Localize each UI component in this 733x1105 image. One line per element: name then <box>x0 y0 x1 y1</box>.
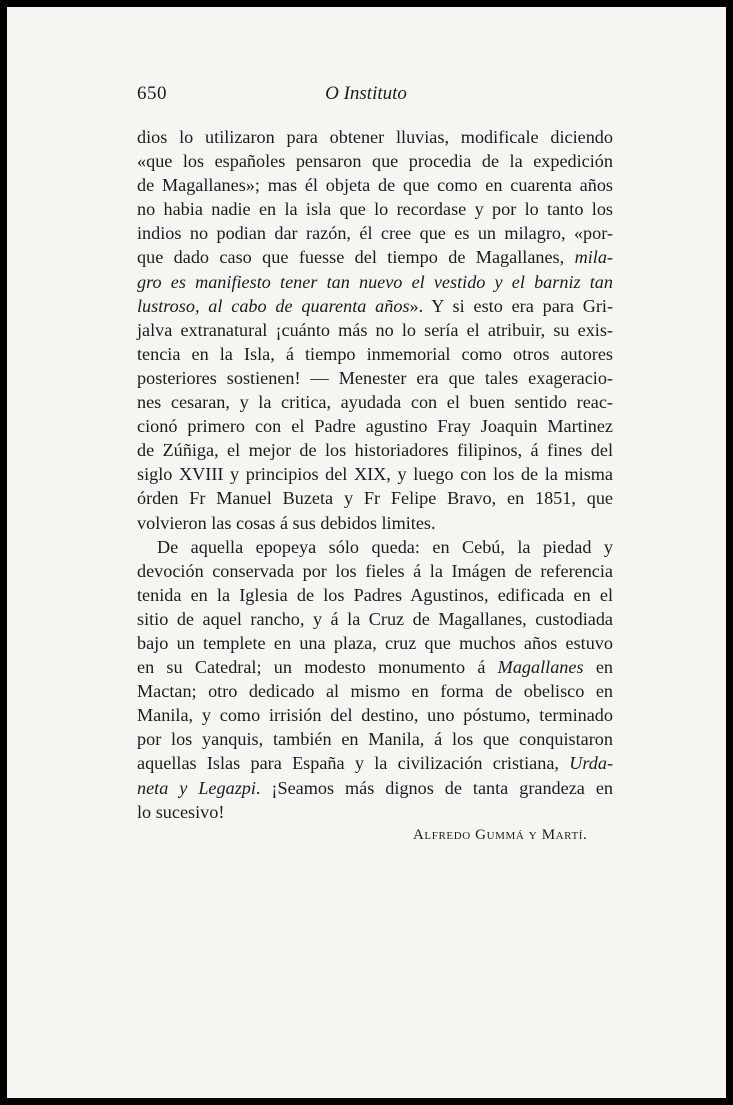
page-header <box>137 83 595 109</box>
text-line: tenida en la Iglesia de los Padres Agustinos, edificada en el <box>137 584 613 605</box>
text-line: De aquella epopeya sólo queda: en Cebú, la piedad y <box>157 536 613 557</box>
text-line: bajo un templete en una plaza, cruz que muchos años estuvo <box>137 632 613 653</box>
running-title: O Instituto <box>325 83 407 104</box>
text-line: aquellas Islas para España y la civilización cristiana, Urda- <box>137 753 613 774</box>
text-line: en su Catedral; un modesto monumento á Magallanes en <box>137 657 613 678</box>
paragraph <box>137 535 613 824</box>
text-line: dios lo utilizaron para obtener lluvias, modificale diciendo <box>137 127 613 147</box>
text-line: por los yanquis, también en Manila, á los que conquistaron <box>137 729 613 750</box>
text-line: siglo XVIII y principios del XIX, y luego con los de la misma <box>137 464 613 485</box>
text-line: tencia en la Isla, á tiempo inmemorial como otros autores <box>137 343 613 364</box>
text-line: neta y Legazpi. ¡Seamos más dignos de tanta grandeza en <box>137 777 613 798</box>
text-line: de Magallanes»; mas él objeta de que como en cuarenta años <box>137 175 613 196</box>
paragraph <box>137 125 613 535</box>
body-text <box>137 125 613 824</box>
text-line: jalva extranatural ¡cuánto más no lo sería el atribuir, su exis- <box>137 319 613 340</box>
text-line: sitio de aquel rancho, y á la Cruz de Magallanes, custodiada <box>137 608 613 629</box>
text-line: gro es manifiesto tener tan nuevo el vestido y el barniz tan <box>137 271 613 292</box>
text-line: cionó primero con el Padre agustino Fray Joaquin Martinez <box>137 416 613 437</box>
text-line: Mactan; otro dedicado al mismo en forma de obelisco en <box>137 681 613 702</box>
text-line: lustroso, al cabo de quarenta años». Y si esto era para Gri- <box>137 295 613 316</box>
text-line: indios no podian dar razón, él cree que es un milagro, «por- <box>137 223 613 244</box>
text-line: nes cesaran, y la critica, ayudada con el buen sentido reac- <box>137 392 613 413</box>
text-line: posteriores sostienen! — Menester era que tales exageracio- <box>137 367 613 388</box>
text-line: Manila, y como irrisión del destino, uno póstumo, terminado <box>137 705 613 726</box>
text-line: que dado caso que fuesse del tiempo de Magallanes, mila- <box>137 247 613 268</box>
text-line: no habia nadie en la isla que lo recordase y por lo tanto los <box>137 199 613 220</box>
text-line: de Zúñiga, el mejor de los historiadores filipinos, á fines del <box>137 440 613 461</box>
text-line: lo sucesivo! <box>137 801 225 822</box>
page-number: 650 <box>137 83 167 104</box>
book-page <box>7 7 726 1098</box>
text-line: órden Fr Manuel Buzeta y Fr Felipe Bravo, en 1851, que <box>137 488 613 509</box>
text-line: «que los españoles pensaron que procedia de la expedición <box>137 151 613 172</box>
text-line: devoción conservada por los fieles á la Imágen de referencia <box>137 560 613 581</box>
author-signature: Alfredo Gummá y Martí. <box>413 827 588 843</box>
text-line: volvieron las cosas á sus debidos limites. <box>137 512 436 533</box>
